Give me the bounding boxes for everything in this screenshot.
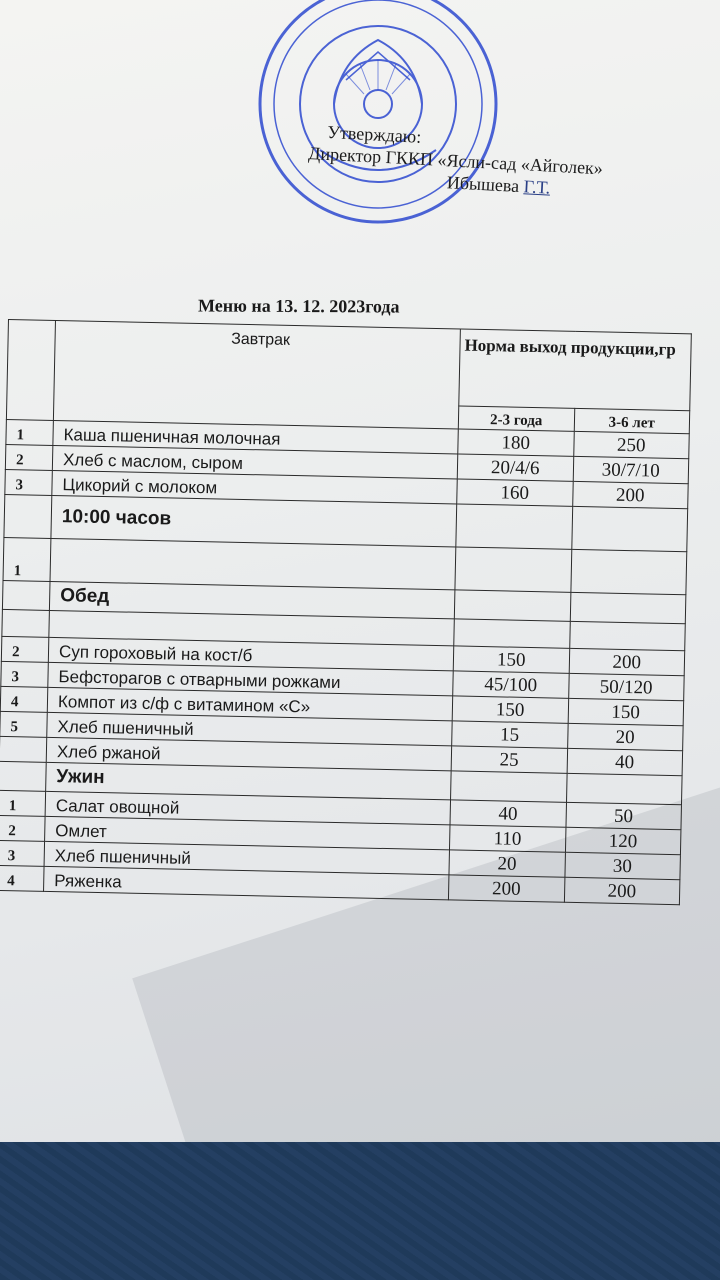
portion-3-6: 30	[564, 852, 680, 879]
row-number: 1	[0, 790, 46, 816]
portion-2-3: 160	[457, 479, 573, 506]
dish-name: Суп гороховый на кост/б	[48, 637, 453, 670]
dish-name: Хлеб пшеничный	[44, 841, 449, 874]
portion-3-6: 200	[569, 648, 685, 675]
portion-3-6: 250	[573, 431, 689, 458]
row-number: 3	[5, 469, 53, 495]
menu-title: Меню на 13. 12. 2023года	[197, 295, 400, 317]
header-norm: Норма выход продукции,гр	[459, 329, 692, 411]
portion-3-6: 50	[565, 802, 681, 829]
header-num-cell	[6, 320, 55, 421]
dinner-rows	[0, 790, 681, 904]
table-header-row	[7, 320, 691, 411]
dish-name: Бефсторагов с отварными рожками	[48, 662, 453, 695]
portion-2-3: 150	[453, 646, 569, 673]
portion-2-3: 110	[449, 825, 565, 852]
row-number: 1	[6, 419, 54, 445]
row-number: 2	[0, 815, 45, 841]
approval-label: Утверждаю:	[326, 121, 422, 147]
portion-2-3: 15	[452, 721, 568, 748]
portion-3-6: 200	[564, 877, 680, 904]
lunch-title: Обед	[49, 581, 455, 618]
dish-name: Компот из с/ф с витамином «С»	[47, 687, 452, 720]
menu-table	[0, 319, 692, 905]
dish-name: Омлет	[45, 816, 450, 849]
signatory-name: Ибышева	[446, 172, 520, 197]
portion-2-3: 25	[451, 746, 567, 773]
portion-3-6	[570, 549, 686, 594]
dish-name: Цикорий с молоком	[52, 470, 457, 503]
lunch-rows	[0, 636, 685, 775]
row-number: 2	[1, 636, 49, 662]
row-number: 1	[3, 537, 51, 581]
portion-2-3: 40	[450, 800, 566, 827]
menu-table-wrap	[0, 319, 698, 905]
portion-3-6: 40	[567, 748, 683, 775]
portion-2-3: 20/4/6	[457, 454, 573, 481]
row-number	[0, 736, 47, 762]
dish-name: Хлеб пшеничный	[47, 712, 452, 745]
dish-name: Каша пшеничная молочная	[53, 420, 458, 453]
portion-3-6: 20	[567, 723, 683, 750]
dish-name: Хлеб с маслом, сыром	[52, 445, 457, 478]
snack-title: 10:00 часов	[51, 495, 457, 546]
header-age-3-6: 3-6 лет	[574, 408, 690, 433]
background-fabric	[0, 1142, 720, 1280]
portion-3-6: 120	[565, 827, 681, 854]
breakfast-rows	[5, 419, 689, 508]
portion-2-3: 20	[449, 850, 565, 877]
dish-name: Ряженка	[44, 866, 449, 899]
portion-2-3: 150	[452, 696, 568, 723]
approval-position: Директор ГККП «Ясли-сад «Айголек»	[307, 142, 604, 179]
dish-name: Салат овощной	[45, 791, 450, 824]
portion-2-3: 180	[458, 429, 574, 456]
dinner-title: Ужин	[46, 762, 452, 799]
header-meal: Завтрак	[53, 320, 460, 428]
portion-2-3: 200	[448, 875, 564, 902]
portion-3-6: 200	[572, 481, 688, 508]
row-number: 2	[5, 444, 53, 470]
header-age-2-3: 2-3 года	[458, 406, 574, 431]
portion-2-3: 45/100	[453, 671, 569, 698]
portion-3-6: 50/120	[568, 673, 684, 700]
row-number: 3	[0, 840, 45, 866]
row-number: 4	[0, 865, 44, 891]
row-number: 3	[1, 661, 49, 687]
row-number: 5	[0, 711, 47, 737]
portion-3-6: 150	[568, 698, 684, 725]
row-number: 4	[0, 686, 48, 712]
portion-3-6: 30/7/10	[573, 456, 689, 483]
portion-2-3	[455, 547, 571, 592]
signatory-initials: Г.Т.	[523, 176, 551, 198]
dish-name: Хлеб ржаной	[46, 737, 451, 770]
